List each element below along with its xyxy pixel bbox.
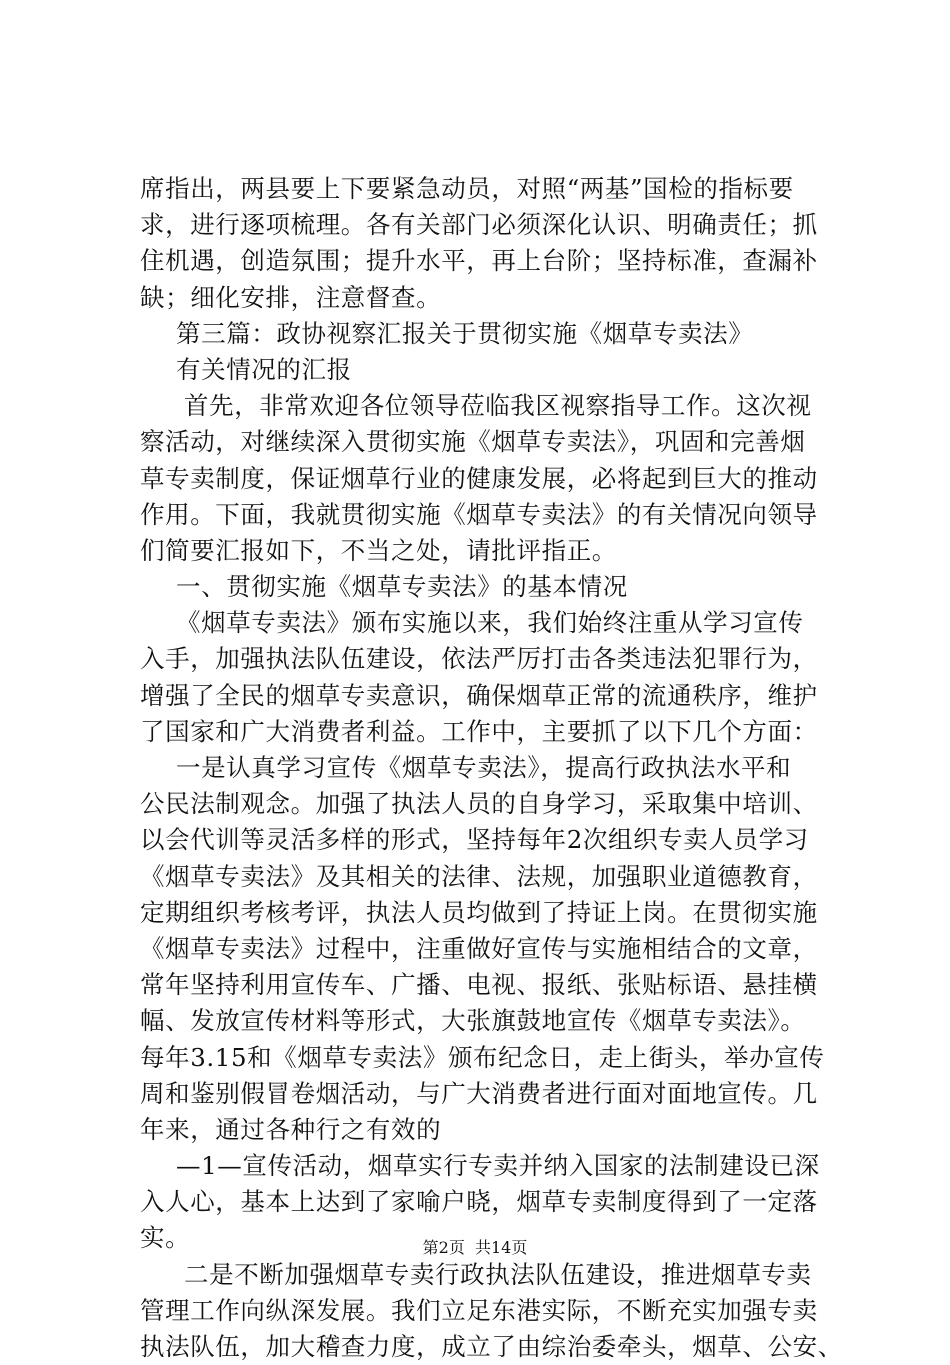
page-number: 第2页 共14页 (422, 1238, 528, 1257)
text-line: 《烟草专卖法》及其相关的法律、法规，加强职业道德教育， (140, 861, 818, 891)
section-subtitle: 有关情况的汇报 (176, 354, 352, 384)
text-line: 执法队伍，加大稽查力度，成立了由综治委牵头，烟草、公安、 (140, 1332, 843, 1361)
text-line: 幅、发放宣传材料等形式，大张旗鼓地宣传《烟草专卖法》。 (140, 1006, 806, 1036)
text-line: 二是不断加强烟草专卖行政执法队伍建设，推进烟草专卖 (184, 1259, 812, 1289)
text-line: 草专卖制度，保证烟草行业的健康发展，必将起到巨大的推动 (140, 463, 818, 493)
text-line: 常年坚持利用宣传车、广播、电视、报纸、张贴标语、悬挂横 (140, 970, 818, 1000)
text-line: 《烟草专卖法》过程中，注重做好宣传与实施相结合的文章， (140, 933, 818, 963)
text-line: 首先，非常欢迎各位领导莅临我区视察指导工作。这次视 (184, 391, 812, 421)
body-text (140, 171, 843, 1365)
text-line: 作用。下面，我就贯彻实施《烟草专卖法》的有关情况向领导 (140, 499, 818, 529)
text-line: 定期组织考核考评，执法人员均做到了持证上岗。在贯彻实施 (140, 897, 818, 927)
text-line: 以会代训等灵活多样的形式，坚持每年2次组织专卖人员学习 (140, 825, 809, 855)
text-line: 每年3.15和《烟草专卖法》颁布纪念日，走上街头，举办宣传 (140, 1042, 825, 1072)
text-line: 察活动，对继续深入贯彻实施《烟草专卖法》，巩固和完善烟 (140, 427, 806, 457)
text-line: 缺；细化安排，注意督查。 (140, 282, 442, 312)
text-line: 入手，加强执法队伍建设，依法严厉打击各类违法犯罪行为， (140, 644, 818, 674)
text-line: 求，进行逐项梳理。各有关部门必须深化认识、明确责任；抓 (140, 210, 818, 240)
section-heading: 一、贯彻实施《烟草专卖法》的基本情况 (176, 572, 628, 602)
text-line: 一是认真学习宣传《烟草专卖法》，提高行政执法水平和 (176, 753, 792, 782)
text-line: 公民法制观念。加强了执法人员的自身学习，采取集中培训、 (140, 789, 818, 819)
text-line: 们简要汇报如下，不当之处，请批评指正。 (140, 535, 617, 565)
text-line: 席指出，两县要上下要紧急动员，对照“两基”国检的指标要 (140, 174, 794, 203)
text-line: 了国家和广大消费者利益。工作中，主要抓了以下几个方面： (140, 716, 818, 746)
text-line: 住机遇，创造氛围；提升水平，再上台阶；坚持标准，查漏补 (140, 246, 818, 276)
text-line: 增强了全民的烟草专卖意识，确保烟草正常的流通秩序，维护 (140, 680, 818, 710)
text-line: 入人心，基本上达到了家喻户晓，烟草专卖制度得到了一定落 (140, 1187, 818, 1217)
text-line: 年来，通过各种行之有效的 (140, 1114, 442, 1144)
text-line: —1—宣传活动，烟草实行专卖并纳入国家的法制建设已深 (176, 1151, 820, 1181)
text-line: 实。 (140, 1223, 191, 1253)
page-footer (0, 1238, 950, 1258)
text-line: 管理工作向纵深发展。我们立足东港实际，不断充实加强专卖 (140, 1295, 818, 1325)
text-line: 《烟草专卖法》颁布实施以来，我们始终注重从学习宣传 (176, 608, 804, 638)
text-line: 周和鉴别假冒卷烟活动，与广大消费者进行面对面地宣传。几 (140, 1078, 818, 1108)
section-title: 第三篇：政协视察汇报关于贯彻实施《烟草专卖法》 (176, 318, 754, 348)
